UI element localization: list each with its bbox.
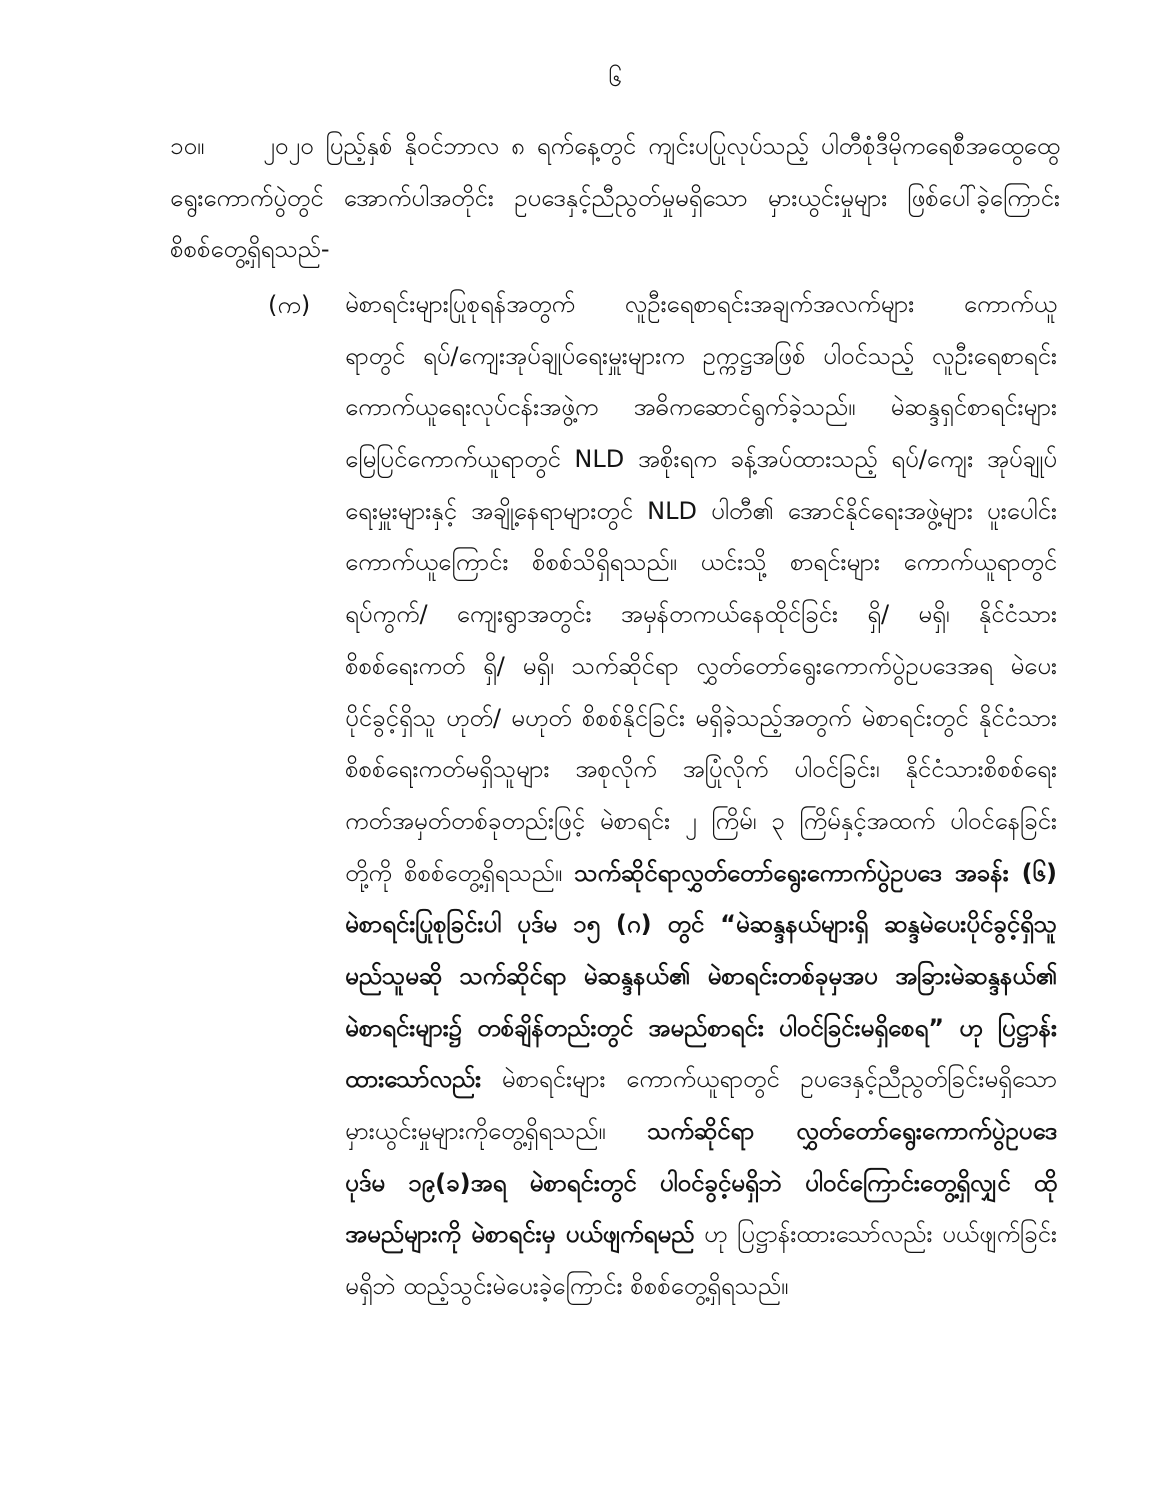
text-line	[345, 589, 1057, 641]
text-line	[170, 173, 1060, 225]
sub-item-paragraph	[345, 279, 1057, 1313]
text-segment: မဲစာရင်းများ ကောက်ယူရာတွင် ဥပဒေနှင့်ညီညွတ်ခြင်းမရှိသော	[481, 1065, 1057, 1094]
sub-item-label: (က)	[268, 291, 311, 319]
text-line	[170, 121, 1060, 173]
text-segment: မဲစာရင်းများပြုစုရန်အတွက် လူဦးရေစာရင်းအချက်အလက်များ ကောက်ယူ	[345, 290, 1057, 318]
bold-text-segment: မည်သူမဆို သက်ဆိုင်ရာ မဲဆန္ဒနယ်၏ မဲစာရင်းတစ်ခုမှအပ အခြားမဲဆန္ဒနယ်၏	[345, 961, 1057, 990]
paragraph-10	[170, 121, 1060, 276]
bold-text-segment: ပုဒ်မ ၁၉(ခ)အရ မဲစာရင်းတွင် ပါဝင်ခွင့်မရှိဘဲ ပါဝင်ကြောင်းတွေ့ရှိလျှင် ထို	[345, 1168, 1057, 1197]
text-line	[345, 951, 1057, 1003]
bold-text-segment: အမည်များကို မဲစာရင်းမှ ပယ်ဖျက်ရမည်	[345, 1220, 695, 1249]
text-segment: ကတ်အမှတ်တစ်ခုတည်းဖြင့် မဲစာရင်း ၂ ကြိမ်၊ ၃ ကြိမ်နှင့်အထက် ပါဝင်နေခြင်း	[345, 806, 1057, 835]
text-line	[345, 848, 1057, 900]
text-line	[170, 224, 1060, 276]
text-line	[345, 899, 1057, 951]
text-segment: ရာတွင် ရပ်/ကျေးအုပ်ချုပ်ရေးမှူးများက ဥက္ကဋ္ဌအဖြစ် ပါဝင်သည့် လူဦးရေစာရင်း	[345, 341, 1057, 370]
text-segment: တို့ကို စိစစ်တွေ့ရှိရသည်။	[345, 858, 575, 887]
bold-text-segment: သက်ဆိုင်ရာ လွှတ်တော်ရွေးကောက်ပွဲဥပဒေ	[647, 1117, 1057, 1145]
paragraph-number: ၁၀။	[170, 132, 205, 160]
text-segment: ပိုင်ခွင့်ရှိသူ ဟုတ်/ မဟုတ် စိစစ်နိုင်ခြင်း မရှိခဲ့သည့်အတွက် မဲစာရင်းတွင် နိုင်ငံသား	[345, 703, 1057, 732]
text-segment: မှားယွင်းမှုများကိုတွေ့ရှိရသည်။	[345, 1117, 648, 1145]
text-segment: ဟု ပြဋ္ဌာန်းထားသော်လည်း ပယ်ဖျက်ခြင်း	[694, 1220, 1057, 1249]
text-segment: စိစစ်ရေးကတ် ရှိ/ မရှိ၊ သက်ဆိုင်ရာ လွှတ်တော်ရွေးကောက်ပွဲဥပဒေအရ မဲပေး	[345, 651, 1057, 680]
text-line	[345, 796, 1057, 848]
text-line	[345, 331, 1057, 383]
text-line	[345, 1003, 1057, 1055]
text-line	[345, 382, 1057, 434]
text-segment: စိစစ်တွေ့ရှိရသည်-	[170, 235, 330, 264]
text-segment: ရေးမှူးများနှင့် အချို့နေရာများတွင် NLD ပါတီ၏ အောင်နိုင်ရေးအဖွဲ့များ ပူးပေါင်း	[345, 496, 1057, 525]
text-line	[345, 641, 1057, 693]
text-segment: ရွေးကောက်ပွဲတွင် အောက်ပါအတိုင်း ဥပဒေနှင့်ညီညွတ်မှုမရှိသော မှားယွင်းမှုများ ဖြစ်ပေါ်ခဲ့ကြောင်း	[170, 183, 1060, 212]
bold-text-segment: ထားသော်လည်း	[345, 1065, 482, 1094]
text-line	[345, 537, 1057, 589]
bold-text-segment: မဲစာရင်းများ၌ တစ်ချိန်တည်းတွင် အမည်စာရင်း ပါဝင်ခြင်းမရှိစေရ” ဟု ပြဋ္ဌာန်း	[345, 1013, 1057, 1042]
bold-text-segment: သက်ဆိုင်ရာလွှတ်တော်ရွေးကောက်ပွဲဥပဒေ အခန်း (၆)	[574, 858, 1057, 887]
page-number: ၆	[608, 64, 622, 92]
text-line	[345, 1261, 1057, 1313]
text-line	[345, 486, 1057, 538]
text-line	[345, 434, 1057, 486]
text-segment: ကောက်ယူရေးလုပ်ငန်းအဖွဲ့က အဓိကဆောင်ရွက်ခဲ့သည်။ မဲဆန္ဒရှင်စာရင်းများ	[345, 393, 1057, 422]
bold-text-segment: မဲစာရင်းပြုစုခြင်းပါ ပုဒ်မ ၁၅ (ဂ) တွင် “မဲဆန္ဒနယ်များရှိ ဆန္ဒမဲပေးပိုင်ခွင့်ရှိသူ	[345, 910, 1057, 939]
text-line	[345, 744, 1057, 796]
text-line	[345, 279, 1057, 331]
text-line	[345, 693, 1057, 745]
text-segment: မြေပြင်ကောက်ယူရာတွင် NLD အစိုးရက ခန့်အပ်ထားသည့် ရပ်/ကျေး အုပ်ချုပ်	[345, 445, 1057, 474]
text-line	[345, 1106, 1057, 1158]
text-segment: ရပ်ကွက်/ ကျေးရွာအတွင်း အမှန်တကယ်နေထိုင်ခြင်း ရှိ/ မရှိ၊ နိုင်ငံသား	[345, 600, 1057, 629]
text-segment: ၂၀၂၀ ပြည့်နှစ် နိုဝင်ဘာလ ၈ ရက်နေ့တွင် ကျင်းပပြုလုပ်သည့် ပါတီစုံဒီမိုကရေစီအထွေထွေ	[263, 132, 1060, 160]
text-segment: မရှိဘဲ ထည့်သွင်းမဲပေးခဲ့ကြောင်း စိစစ်တွေ့ရှိရသည်။	[345, 1272, 789, 1301]
text-line	[345, 1158, 1057, 1210]
text-line	[345, 1209, 1057, 1261]
text-segment: ကောက်ယူကြောင်း စိစစ်သိရှိရသည်။ ယင်းသို့ စာရင်းများ ကောက်ယူရာတွင်	[345, 548, 1057, 577]
text-line	[345, 1054, 1057, 1106]
text-segment: စိစစ်ရေးကတ်မရှိသူများ အစုလိုက် အပြုံလိုက် ပါဝင်ခြင်း၊ နိုင်ငံသားစိစစ်ရေး	[345, 755, 1057, 784]
